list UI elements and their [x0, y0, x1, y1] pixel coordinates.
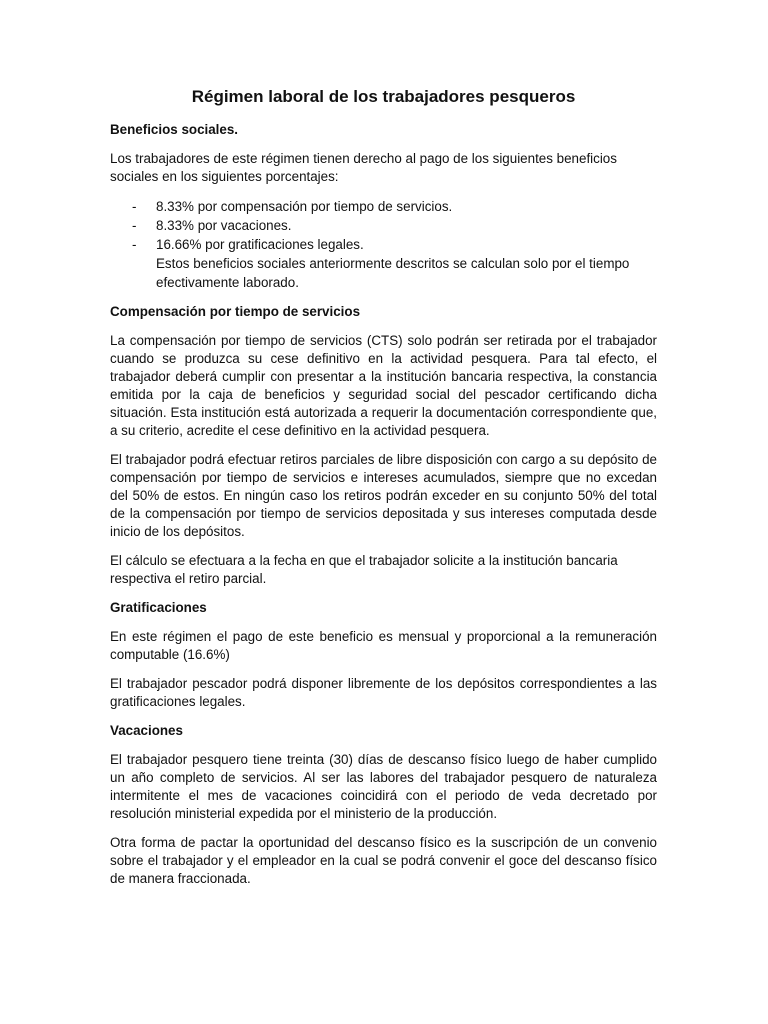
- list-item: [110, 216, 657, 235]
- section-heading-cts: Compensación por tiempo de servicios: [110, 304, 361, 319]
- cts-paragraph: El trabajador podrá efectuar retiros parciales de libre disposición con cargo a su depósito de compensación por tiempo de servicios e intereses acumulados, siempre que no excedan del 50% de estos. En ningún caso los retiros podrán exceder en su conjunto 50% del total de la compensación por tiempo de servicios depositada y sus intereses computada desde inicio de los depósitos.: [110, 452, 657, 539]
- section-heading-beneficios: Beneficios sociales.: [110, 122, 239, 137]
- gratificaciones-paragraph: El trabajador pescador podrá disponer libremente de los depósitos correspondientes a las gratificaciones legales.: [110, 676, 657, 709]
- list-item: [110, 235, 657, 254]
- section-heading-vacaciones: Vacaciones: [110, 723, 183, 738]
- vacaciones-paragraph: Otra forma de pactar la oportunidad del descanso físico es la suscripción de un convenio sobre el trabajador y el empleador en la cual se podrá convenir el goce del descanso físico de manera fraccionada.: [110, 835, 657, 886]
- section-heading-gratificaciones: Gratificaciones: [110, 600, 207, 615]
- list-note-text: Estos beneficios sociales anteriormente descritos se calculan solo por el tiempo efectivamente laborado.: [156, 256, 630, 290]
- cts-paragraph: El cálculo se efectuara a la fecha en que el trabajador solicite a la institución bancaria respectiva el retiro parcial.: [110, 553, 618, 586]
- list-item-text: 16.66% por gratificaciones legales.: [156, 237, 364, 252]
- beneficios-list: [110, 197, 657, 292]
- list-dash: -: [132, 237, 137, 252]
- list-note: [110, 254, 657, 292]
- list-item-text: 8.33% por vacaciones.: [156, 218, 292, 233]
- list-dash: -: [132, 199, 137, 214]
- list-item: [110, 197, 657, 216]
- beneficios-intro: Los trabajadores de este régimen tienen derecho al pago de los siguientes beneficios sociales en los siguientes porcentajes:: [110, 151, 617, 184]
- list-item-text: 8.33% por compensación por tiempo de servicios.: [156, 199, 453, 214]
- document-body: [110, 86, 657, 899]
- list-dash: -: [132, 218, 137, 233]
- gratificaciones-paragraph: En este régimen el pago de este beneficio es mensual y proporcional a la remuneración computable (16.6%): [110, 629, 657, 662]
- vacaciones-paragraph: El trabajador pesquero tiene treinta (30) días de descanso físico luego de haber cumplido un año completo de servicios. Al ser las labores del trabajador pesquero de naturaleza intermitente el mes de vacaciones coincidirá con el periodo de veda decretado por resolución ministerial expedida por el ministerio de la producción.: [110, 752, 657, 821]
- document-title: Régimen laboral de los trabajadores pesqueros: [191, 87, 576, 106]
- cts-paragraph: La compensación por tiempo de servicios (CTS) solo podrán ser retirada por el trabajador cuando se produzca su cese definitivo en la actividad pesquera. Para tal efecto, el trabajador deberá cumplir con presentar a la institución bancaria respectiva, la constancia emitida por la caja de beneficios y seguridad social del pescador certificando dicha situación. Esta institución está autorizada a requerir la documentación correspondiente que, a su criterio, acredite el cese definitivo en la actividad pesquera.: [110, 333, 657, 438]
